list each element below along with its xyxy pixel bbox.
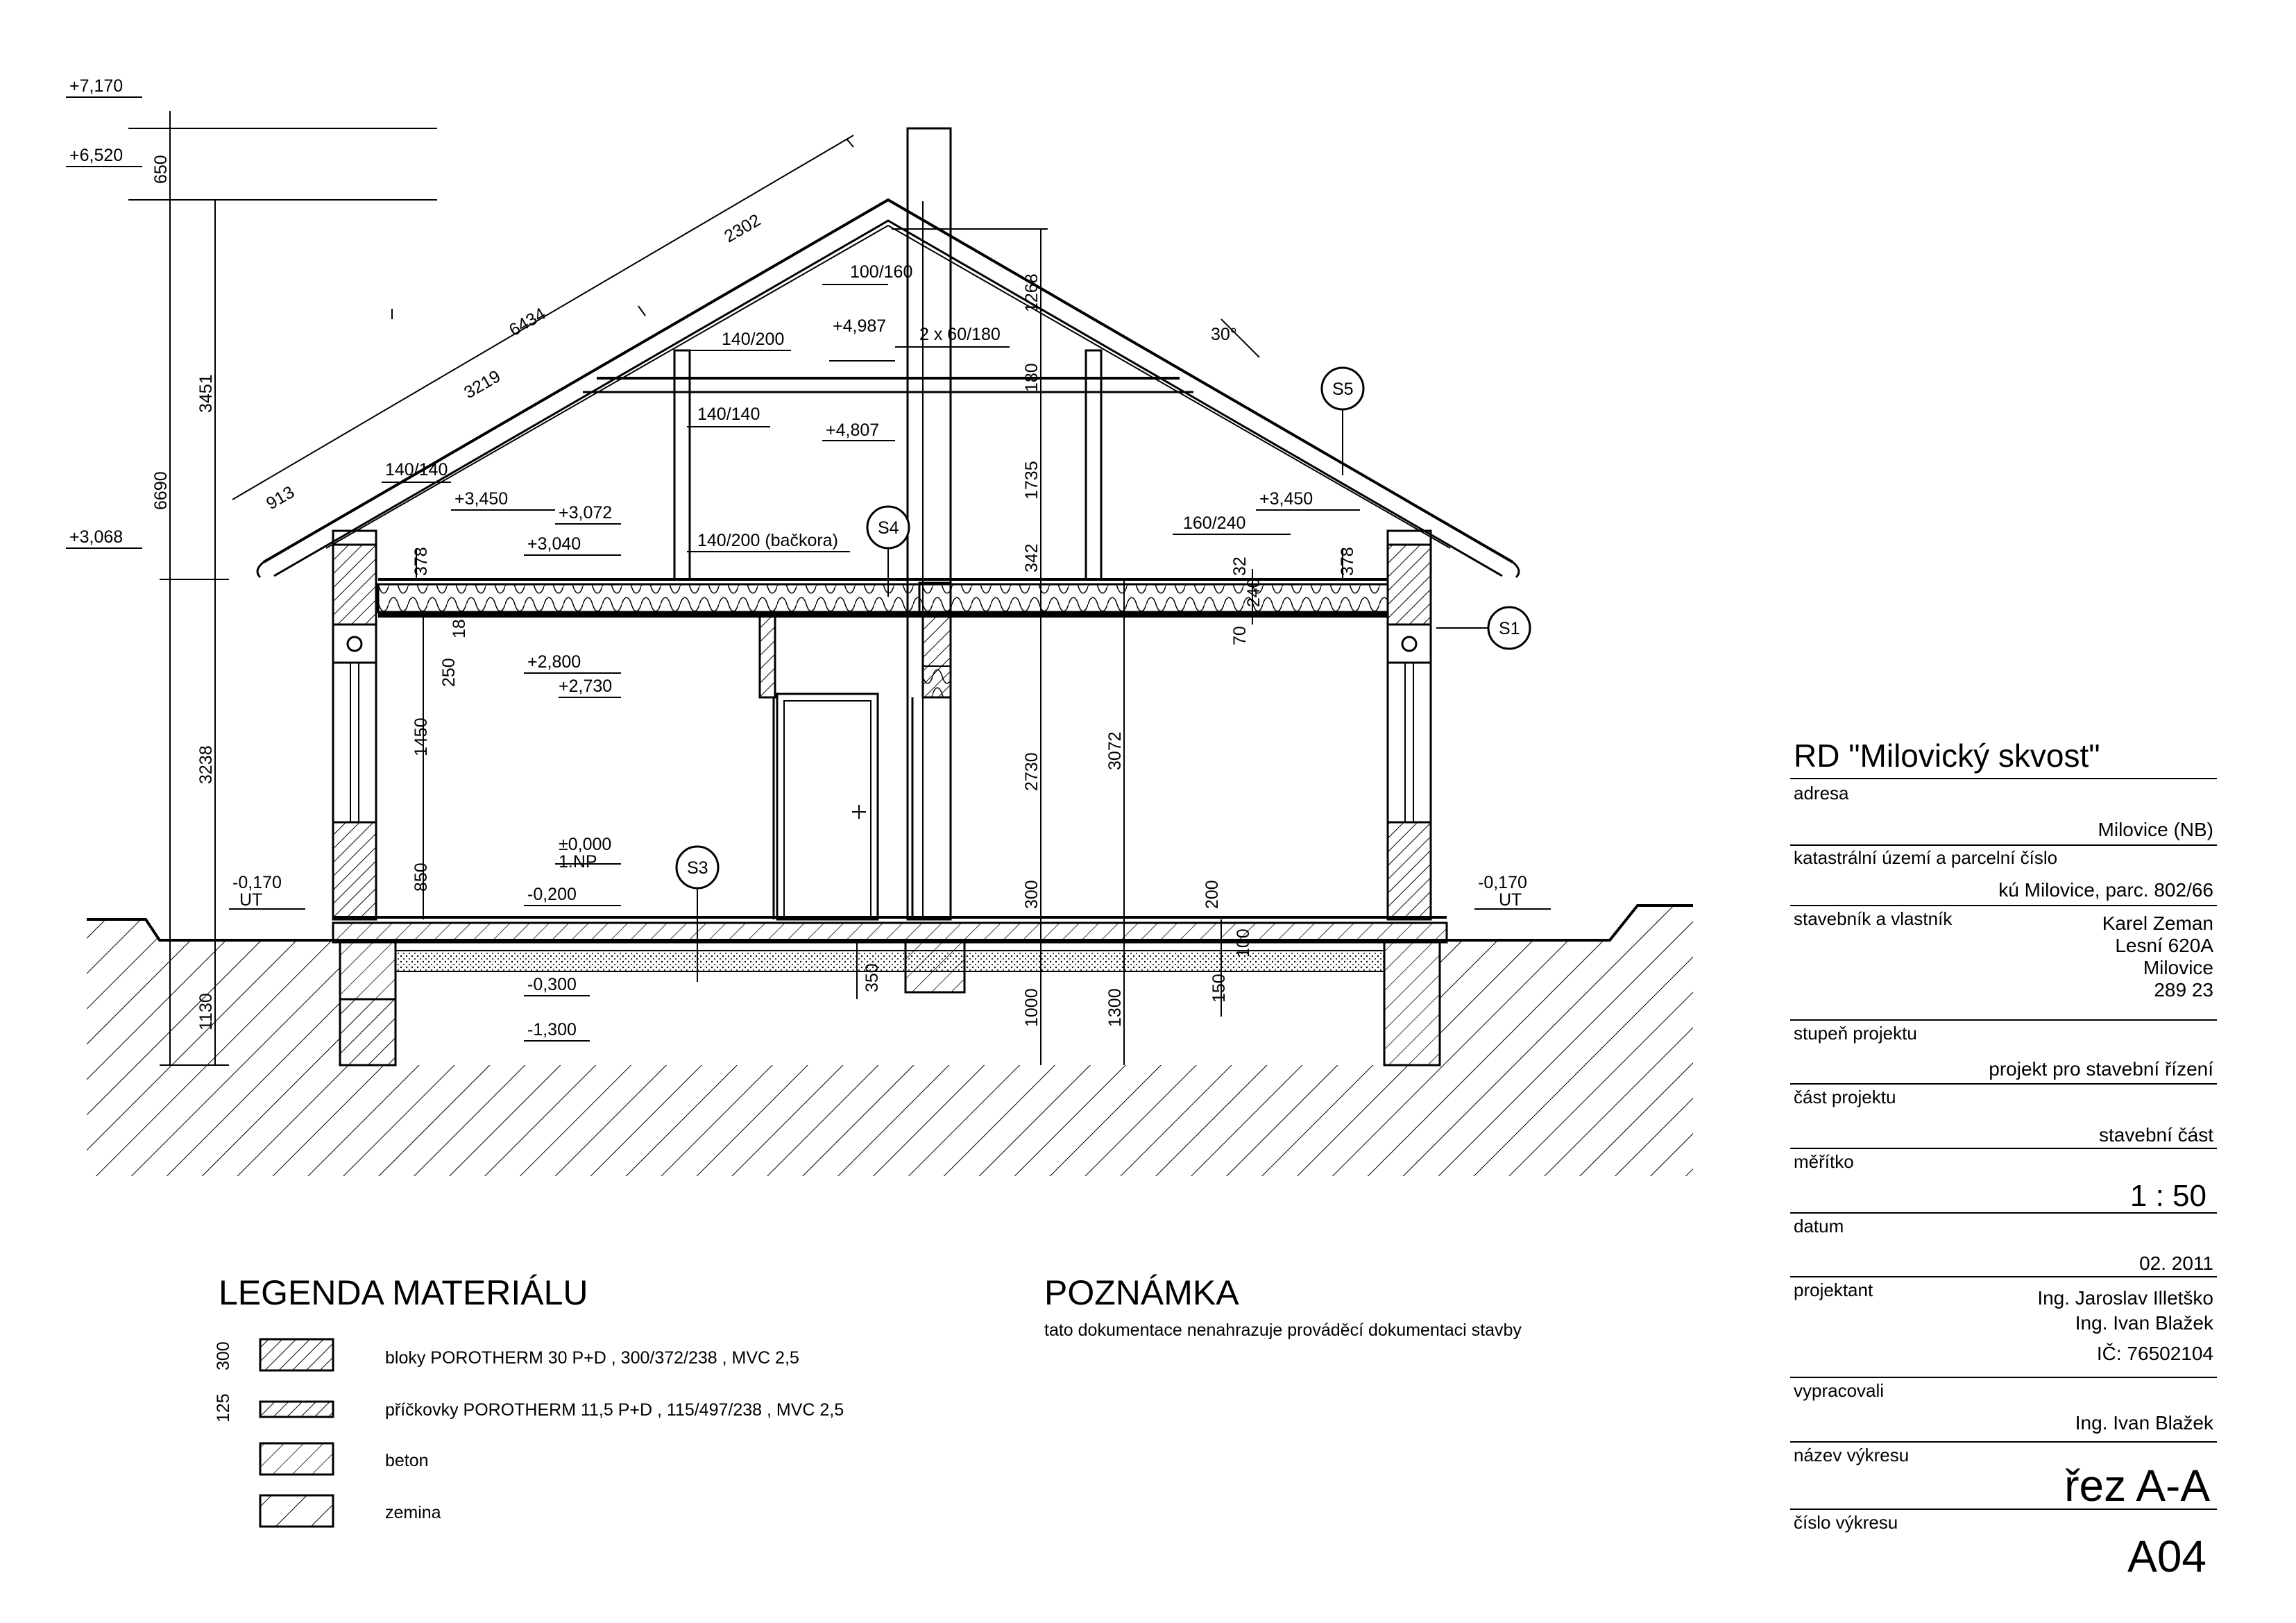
dim-850: 850: [411, 863, 431, 892]
dim-300: 300: [1022, 880, 1041, 909]
designer-line-2: Ing. Ivan Blažek: [2075, 1312, 2213, 1334]
dim-650: 650: [151, 155, 171, 184]
designer-label: projektant: [1794, 1280, 1873, 1300]
dim-2730: 2730: [1022, 752, 1041, 791]
dim-378-right: 378: [1338, 547, 1357, 576]
roof-angle: 30°: [1211, 325, 1237, 344]
note: [1044, 1273, 1522, 1340]
dim-70: 70: [1230, 626, 1250, 645]
tag-s5: S5: [1332, 380, 1354, 399]
tag-s1: S1: [1499, 619, 1520, 638]
legend-item-4: zemina: [385, 1503, 441, 1522]
level-plate-left: +3,450: [454, 489, 509, 509]
foundation-left-base: [340, 999, 396, 1065]
dim-250: 250: [439, 658, 459, 687]
terrain: [87, 906, 1693, 1176]
dim-200: 200: [1202, 880, 1222, 909]
dim-913: 913: [263, 482, 298, 514]
part-label: část projektu: [1794, 1087, 1896, 1107]
soil-hatch-left: [87, 919, 340, 1176]
designer-line-1: Ing. Jaroslav Illetško: [2037, 1287, 2213, 1309]
stage-value: projekt pro stavební řízení: [1989, 1058, 2213, 1080]
dim-6434: 6434: [506, 304, 550, 341]
legend-title: LEGENDA MATERIÁLU: [219, 1273, 588, 1312]
legend-item-3: beton: [385, 1451, 429, 1470]
level-slab-bottom: -0,300: [527, 975, 577, 994]
owner-line-3: Milovice: [2143, 957, 2213, 978]
level-terrain-left: -0,170: [232, 873, 282, 892]
door-frame: [777, 694, 878, 919]
dim-1130: 1130: [196, 993, 216, 1030]
dim-3219: 3219: [461, 366, 504, 403]
drawing-no-value: A04: [2127, 1531, 2206, 1581]
legend: [214, 1273, 844, 1527]
dim-100: 100: [1234, 928, 1253, 958]
member-strut: 140/200 (bačkora): [697, 531, 838, 550]
dim-378-left: 378: [411, 547, 431, 576]
drawing-no-label: číslo výkresu: [1794, 1512, 1898, 1533]
dim-1300: 1300: [1105, 988, 1125, 1027]
dim-3238: 3238: [196, 745, 216, 784]
legend-dim-1: 300: [214, 1341, 233, 1370]
level-terrain-left-label: UT: [239, 890, 263, 910]
cadastre-value: kú Milovice, parc. 802/66: [1998, 879, 2213, 901]
owner-line-4: 289 23: [2154, 979, 2213, 1001]
drawing-name-label: název výkresu: [1794, 1445, 1910, 1465]
level-terrain-right: -0,170: [1478, 873, 1527, 892]
legend-dim-2: 125: [214, 1393, 233, 1422]
post-left: [674, 350, 690, 579]
level-floor-zero: ±0,000: [559, 835, 612, 854]
level-foundation-bottom: -1,300: [527, 1020, 577, 1039]
stage-label: stupeň projektu: [1794, 1023, 1917, 1044]
legend-swatch-3: [260, 1443, 333, 1475]
level-floor-label: 1.NP: [559, 852, 597, 872]
level-terrain-right-label: UT: [1499, 890, 1522, 910]
floor-slab: [333, 923, 1447, 942]
level-labels: [69, 76, 1527, 1039]
legend-swatch-1: [260, 1339, 333, 1370]
date-label: datum: [1794, 1216, 1844, 1237]
wall-left-upper: [333, 541, 376, 624]
dim-1000: 1000: [1022, 988, 1041, 1027]
dim-150: 150: [1209, 974, 1229, 1003]
dim-350: 350: [862, 963, 882, 992]
wall-right-lintel: [1388, 624, 1431, 663]
level-ceiling-mid: +3,040: [527, 534, 581, 554]
member-post-top: 140/200: [722, 330, 785, 349]
drawing-name-value: řez A-A: [2064, 1461, 2210, 1511]
dim-3072: 3072: [1105, 731, 1125, 770]
level-ceiling-top: +3,072: [559, 503, 613, 522]
level-ridge: +6,520: [69, 146, 124, 165]
wall-right-window: [1388, 663, 1431, 822]
dim-1268: 1268: [1022, 273, 1041, 312]
dim-180: 180: [1022, 363, 1041, 392]
legend-item-1: bloky POROTHERM 30 P+D , 300/372/238 , MVC 2,5: [385, 1348, 799, 1368]
level-tie-bottom: +4,807: [826, 420, 880, 440]
dim-18: 18: [450, 619, 469, 638]
post-right: [1086, 350, 1101, 579]
date-value: 02. 2011: [2139, 1252, 2213, 1274]
member-labels: [385, 262, 1245, 550]
owner-line-1: Karel Zeman: [2102, 912, 2213, 934]
wall-left-window: [333, 663, 376, 822]
part-value: stavební část: [2099, 1124, 2213, 1146]
eave-hook-left: [257, 562, 264, 577]
dim-342: 342: [1022, 543, 1041, 572]
project-name: RD "Milovický skvost": [1794, 738, 2100, 774]
member-collar: 2 x 60/180: [919, 325, 1001, 344]
prepared-value: Ing. Ivan Blažek: [2075, 1412, 2213, 1434]
scale-label: měřítko: [1794, 1151, 1854, 1172]
dim-2302: 2302: [721, 210, 765, 247]
owner-line-2: Lesní 620A: [2115, 935, 2213, 956]
designer-line-3: IČ: 76502104: [2096, 1343, 2213, 1364]
door-leaf: [784, 701, 871, 919]
tag-s4: S4: [878, 518, 899, 538]
tag-s3: S3: [687, 858, 708, 878]
note-title: POZNÁMKA: [1044, 1273, 1239, 1312]
dim-6690: 6690: [151, 471, 171, 510]
wall-right-lower: [1388, 822, 1431, 919]
wall-left-lower: [333, 822, 376, 919]
legend-swatch-2: [260, 1402, 333, 1417]
ceiling-plaster: [378, 612, 1388, 618]
prepared-label: vypracovali: [1794, 1380, 1885, 1401]
member-rafter: 100/160: [850, 262, 913, 282]
member-plate: 140/140: [385, 460, 448, 479]
member-ceiling-beam: 160/240: [1183, 513, 1246, 533]
wall-left-lintel: [333, 624, 376, 663]
level-plate-right: +3,450: [1259, 489, 1313, 509]
address-value: Milovice (NB): [2098, 819, 2213, 840]
soil-hatch-right: [1457, 906, 1693, 1176]
legend-swatch-4: [260, 1495, 333, 1527]
dim-32: 32: [1230, 556, 1250, 576]
legend-item-2: příčkovky POROTHERM 11,5 P+D , 115/497/238 , MVC 2,5: [385, 1400, 844, 1420]
note-text: tato dokumentace nenahrazuje prováděcí dokumentaci stavby: [1044, 1320, 1522, 1340]
level-eave: +3,068: [69, 527, 124, 547]
dim-3451: 3451: [196, 374, 216, 413]
partition-left: [760, 614, 775, 697]
level-floor-bottom: -0,200: [527, 885, 577, 904]
address-label: adresa: [1794, 783, 1849, 804]
partition-right-insul: [923, 666, 951, 697]
member-post: 140/140: [697, 405, 760, 424]
level-room-height: +2,730: [559, 677, 613, 696]
level-tie-top: +4,987: [833, 316, 887, 336]
title-block: [1790, 738, 2217, 1581]
scale-value: 1 : 50: [2129, 1179, 2206, 1213]
owner-label: stavebník a vlastník: [1794, 908, 1953, 929]
level-ceiling-under: +2,800: [527, 652, 581, 672]
cadastre-label: katastrální území a parcelní číslo: [1794, 847, 2058, 868]
wall-right-upper: [1388, 541, 1431, 624]
dim-1735: 1735: [1022, 461, 1041, 500]
level-ridge-top: +7,170: [69, 76, 124, 96]
foundation-right: [1384, 940, 1440, 1065]
dim-240: 240: [1244, 578, 1264, 607]
chimney: [908, 128, 951, 919]
eave-hook-right: [1513, 562, 1519, 577]
ceiling-insulation: [378, 584, 1388, 612]
dim-1450: 1450: [411, 717, 431, 756]
